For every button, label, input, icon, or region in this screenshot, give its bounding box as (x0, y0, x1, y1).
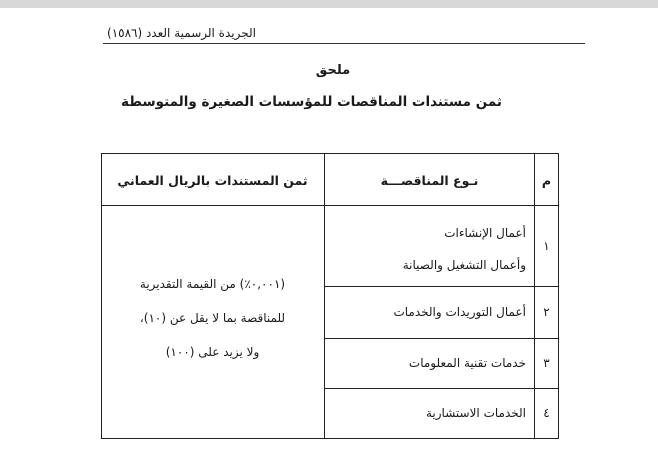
header-separator (101, 205, 559, 206)
price-text-line: (٠,٠٠١٪) من القيمة التقديرية (139, 277, 286, 291)
document-title: ثمن مستندات المناقصات للمؤسسات الصغيرة والمتوسطة (121, 94, 502, 110)
header-price: ثمن المستندات بالريال العماني (117, 173, 308, 188)
row-separator (324, 388, 559, 389)
row-number: ٤ (543, 406, 550, 420)
price-text-line: للمناقصة بما لا يقل عن (١٠)، (139, 311, 286, 325)
annex-title: ملحق (315, 63, 351, 78)
price-text-line: ولا يزيد على (١٠٠) (165, 345, 260, 359)
column-separator-price (324, 153, 325, 439)
header-rule (103, 43, 585, 44)
tender-type-label: أعمال الإنشاءات (444, 226, 526, 240)
page-top-edge (0, 0, 658, 8)
tender-fees-table (101, 153, 559, 439)
row-number: ٢ (543, 305, 550, 319)
tender-type-label: خدمات تقنية المعلومات (408, 356, 526, 370)
row-number: ٣ (543, 356, 550, 370)
tender-type-label: وأعمال التشغيل والصيانة (402, 258, 526, 272)
row-number: ١ (543, 239, 550, 253)
table-border-right (558, 153, 559, 439)
table-border-bottom (101, 438, 559, 439)
table-border-left (101, 153, 102, 439)
column-separator-number (534, 153, 535, 439)
header-number: م (541, 173, 552, 188)
tender-type-label: أعمال التوريدات والخدمات (393, 305, 526, 319)
row-separator (324, 338, 559, 339)
table-border-top (101, 153, 559, 154)
gazette-header: الجريدة الرسمية العدد (١٥٨٦) (107, 26, 256, 40)
header-tender-type: نـوع المناقصـــة (380, 173, 479, 188)
row-separator (324, 286, 559, 287)
tender-type-label: الخدمات الاستشارية (425, 406, 526, 420)
